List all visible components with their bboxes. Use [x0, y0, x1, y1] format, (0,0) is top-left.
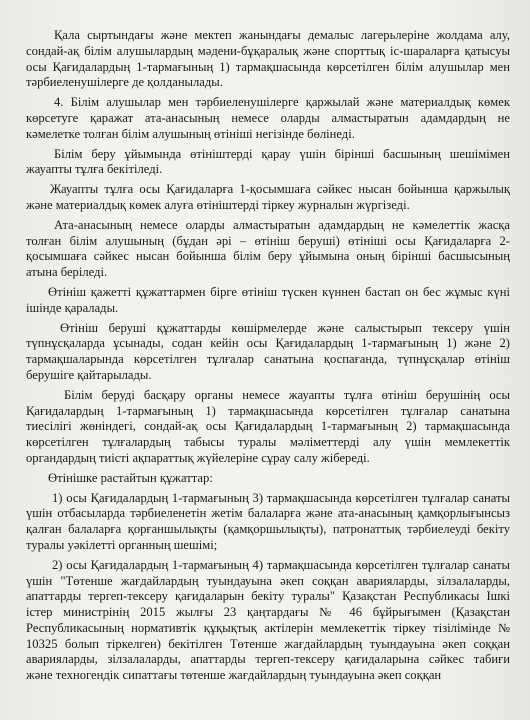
text-line: кәмелетке толған білім алушының өтініші негізінде бөлінеді.: [26, 126, 355, 141]
paragraph-gap: [26, 684, 510, 688]
text-line: көрсетуге қаражат ата-анасының немесе оларды алмастыратын адамдардың не: [26, 110, 510, 125]
paragraph: [26, 285, 510, 317]
text-line: берушіге қайтарылады.: [26, 367, 152, 382]
text-line: Өтініш қажетті құжаттармен бірге өтініш түскен күннен бастап он бес жұмыс күні: [48, 284, 510, 299]
text-line: Ата-анасының немесе оларды алмастыратын адамдардың не кәмелеттік жасқа: [54, 217, 510, 232]
text-line: жауапты тұлға бекітіледі.: [26, 162, 163, 177]
paragraph: [26, 182, 510, 214]
text-line: істер министрінің 2015 жылғы 23 қаңтардағы № 46 бұйрығымен (Қазақстан: [26, 605, 510, 620]
text-line: көрсетілген тұлғалардың табысы туралы мәліметтерді алу үшін мемлекеттік: [26, 435, 510, 450]
text-line: органдардың тиісті ақпараттық жүйелеріне сұрау салу жібереді.: [26, 450, 370, 465]
text-line: Білім беруді басқару органы немесе жауапты тұлға өтініш берушінің осы: [64, 387, 510, 402]
text-line: тармақшаларында көрсетілген тұлғалар санатына қоспағанда, түпнұсқалар өтініш: [26, 352, 510, 367]
paragraph: [26, 388, 510, 467]
text-line: толған білім алушының (бұдан әрі – өтініш беруші) өтініші осы Қағидаларға 2-: [26, 233, 510, 248]
text-line: Қала сыртындағы және мектеп жанындағы демалыс лагерьлеріне жолдама алу,: [54, 28, 510, 42]
paragraph: [26, 558, 510, 684]
text-line: Білім беру ұйымында өтініштерді қарау үшін бірінші басшының шешімімен: [54, 146, 510, 161]
text-line: үшін "Төтенше жағдайлардың туындауына әкеп соққан аварияларды, зілзалаларды,: [26, 573, 510, 588]
text-line: Қағидалардың 1-тармағының 1) тармақшасында көрсетілген тұлғалар санатына: [26, 403, 510, 418]
text-line: Жауапты тұлға осы Қағидаларға 1-қосымшаға сәйкес нысан бойынша қаржылық: [50, 182, 510, 197]
text-line: тәрбиеленушілерге де қолданылады.: [26, 75, 223, 90]
text-line: үшін отбасыларда тәрбиеленетін жетім балаларға және ата-анасының қамқорлығынсыз: [26, 506, 510, 521]
text-line: 10325 болып тіркелген) бекітілген Төтенше жағдайлардың туындауына әкеп соққан: [26, 636, 510, 651]
text-line: және техногендік сипаттағы төтенше жағдайлардың туындауына әкеп соққан: [26, 668, 442, 683]
text-line: тиесілігі жөніндегі, сондай-ақ осы Қағидалардың 1-тармағының 2) тармақшасында: [26, 419, 510, 434]
text-line: Республикасының нормативтік құқықтық актілерін мемлекеттік тіркеу тізілімінде №: [26, 620, 510, 635]
text-line: сондай-ақ білім алушылардың мәдени-бұқаралық және спорттық іс-шараларға қатысуы: [26, 43, 510, 58]
paragraph: [26, 95, 510, 142]
text-line: 4. Білім алушылар мен тәрбиеленушілерге қаржылай және материалдық көмек: [54, 95, 510, 110]
text-line: осы Қағидалардың 1-тармағының 1) тармақшасында көрсетілген білім алушылар мен: [26, 59, 510, 74]
paragraph: [26, 321, 510, 384]
paragraph: [26, 147, 510, 179]
paragraph: [26, 471, 510, 487]
text-line: және материалдық көмек алуға өтініштерді тіркеу журналын жүргізеді.: [26, 197, 410, 212]
text-line: Өтінішке растайтын құжаттар:: [48, 470, 213, 485]
text-line: түпнұсқаларда ұсынады, содан кейін осы Қағидалардың 1-тармағының 1) және 2): [26, 336, 510, 351]
text-line: аварияларды, зілзалаларды, апаттарды тергеп-тексеру қағидаларына сәйкес табиғи: [26, 652, 510, 667]
text-line: 2) осы Қағидалардың 1-тармағының 4) тармақшасында көрсетілген тұлғалар санаты: [52, 557, 510, 572]
text-line: қалған балаларға қорғаншылықты (қамқоршылықты), патронаттық тәрбиелеуді бекіту: [26, 522, 510, 537]
text-line: атына беріледі.: [26, 265, 108, 280]
text-line: ішінде қаралады.: [26, 300, 119, 315]
text-line: қосымшаға сәйкес нысан бойынша білім беру ұйымына оның бірінші басшысының: [26, 249, 510, 264]
text-line: апаттарды тергеп-тексеру қағидаларын бекіту туралы" Қазақстан Республикасы Ішкі: [26, 589, 510, 604]
text-line: туралы уәкілетті органның шешімі;: [26, 537, 218, 552]
paragraph: [26, 28, 510, 91]
text-line: 1) осы Қағидалардың 1-тармағының 3) тармақшасында көрсетілген тұлғалар санаты: [52, 490, 510, 505]
text-line: Өтініш беруші құжаттарды көшірмелерде және салыстырып тексеру үшін: [60, 320, 510, 335]
paragraph: [26, 218, 510, 281]
paragraph: [26, 491, 510, 554]
